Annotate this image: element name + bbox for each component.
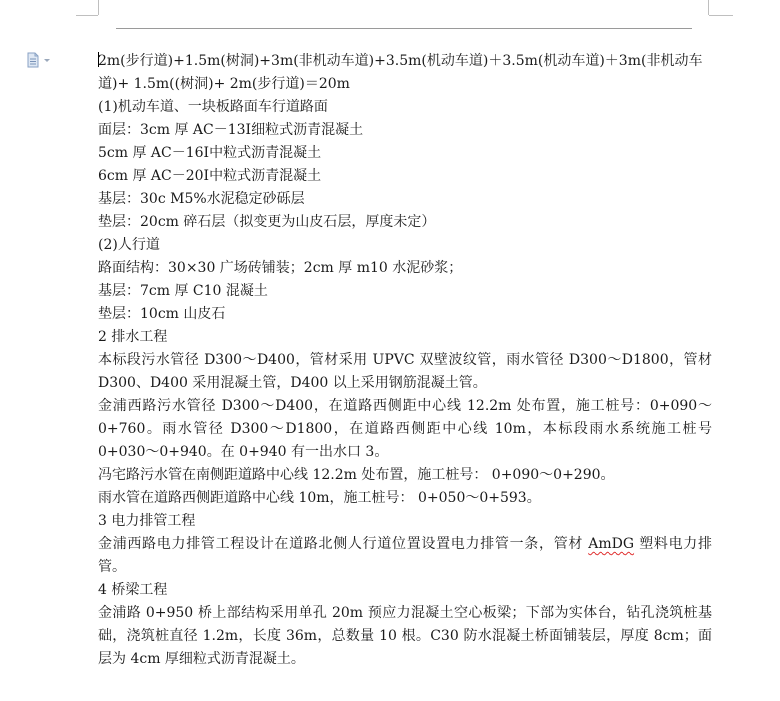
paragraph-drainage: 本标段污水管径 D300～D400，管材采用 UPVC 双壁波纹管，雨水管径 D300～D1800，管材 D300、D400 采用混凝土管，D400 以上采用钢筋混凝土管。 [98, 352, 712, 391]
doc-line-base: 基层：30c M5%水泥稳定砂砾层 [98, 191, 305, 207]
heading-power: 3 电力排管工程 [98, 513, 196, 529]
crop-mark-top-left-horizontal [76, 15, 98, 16]
doc-line-ac20: 6cm 厚 AC－20Ⅰ中粒式沥青混凝土 [98, 168, 322, 184]
spellcheck-flagged-word[interactable]: AmDG [588, 536, 635, 552]
doc-line-fengzhai: 冯宅路污水管在南侧距道路中心线 12.2m 处布置，施工桩号： 0+090～0+290。 [98, 467, 615, 483]
doc-line-sidewalk-base: 基层：7cm 厚 C10 混凝土 [98, 283, 268, 299]
heading-drainage: 2 排水工程 [98, 329, 168, 345]
heading-motorway: (1)机动车道、一块板路面车行道路面 [98, 99, 328, 115]
doc-line-surface: 面层：3cm 厚 AC－13Ⅰ细粒式沥青混凝土 [98, 122, 364, 138]
crop-mark-top-left-vertical [98, 0, 99, 15]
doc-line-ac16: 5cm 厚 AC－16Ⅰ中粒式沥青混凝土 [98, 145, 322, 161]
doc-line-rain-pipe: 雨水管在道路西侧距道路中心线 10m，施工桩号： 0+050～0+593。 [98, 490, 541, 506]
paragraph-power [98, 533, 712, 579]
doc-line-pavement: 路面结构：30×30 广场砖铺装；2cm 厚 m10 水泥砂浆； [98, 260, 463, 276]
paragraph-bridge: 金浦路 0+950 桥上部结构采用单孔 20m 预应力混凝土空心板梁；下部为实体台，钻孔浇筑桩基础，浇筑桩直径 1.2m，长度 36m，总数量 10 根。C30 防水混凝土桥面铺装层，厚度 8cm；面层为 4cm 厚细粒式沥青混凝土。 [98, 605, 712, 667]
document-body[interactable] [98, 50, 712, 671]
crop-mark-top-right-vertical [708, 0, 709, 15]
heading-bridge: 4 桥梁工程 [98, 582, 168, 598]
doc-line-sidewalk-cushion: 垫层：10cm 山皮石 [98, 306, 226, 322]
doc-line-1 [98, 50, 712, 73]
paragraph-options-icon [26, 52, 56, 68]
page-header-rule [116, 28, 692, 29]
paragraph-options-handle[interactable] [26, 52, 56, 68]
paragraph-power-text-2: 塑料电力排管。 [98, 536, 712, 575]
crop-mark-top-right-horizontal [709, 15, 733, 16]
paragraph-jinpu-west: 金浦西路污水管径 D300～D400，在道路西侧距中心线 12.2m 处布置，施工桩号：0+090～0+760。雨水管径 D300～D1800，在道路西侧距中心线 10m，本标段雨水系统施工桩号 0+030～0+940。在 0+940 有一出水口 3。 [98, 398, 712, 460]
heading-sidewalk: (2)人行道 [98, 237, 160, 253]
doc-line-cushion: 垫层：20cm 碎石层（拟变更为山皮石层，厚度未定） [98, 214, 436, 230]
doc-line-1-text: 2m(步行道)+1.5m(树洞)+3m(非机动车道)+3.5m(机动车道)＋3.5m(机动车道)＋3m(非机动车 [98, 53, 703, 69]
doc-line-2: 道)+ 1.5m((树洞)+ 2m(步行道)＝20m [98, 76, 350, 92]
paragraph-power-text-1: 金浦西路电力排管工程设计在道路北侧人行道位置设置电力排管一条，管材 [98, 536, 589, 552]
